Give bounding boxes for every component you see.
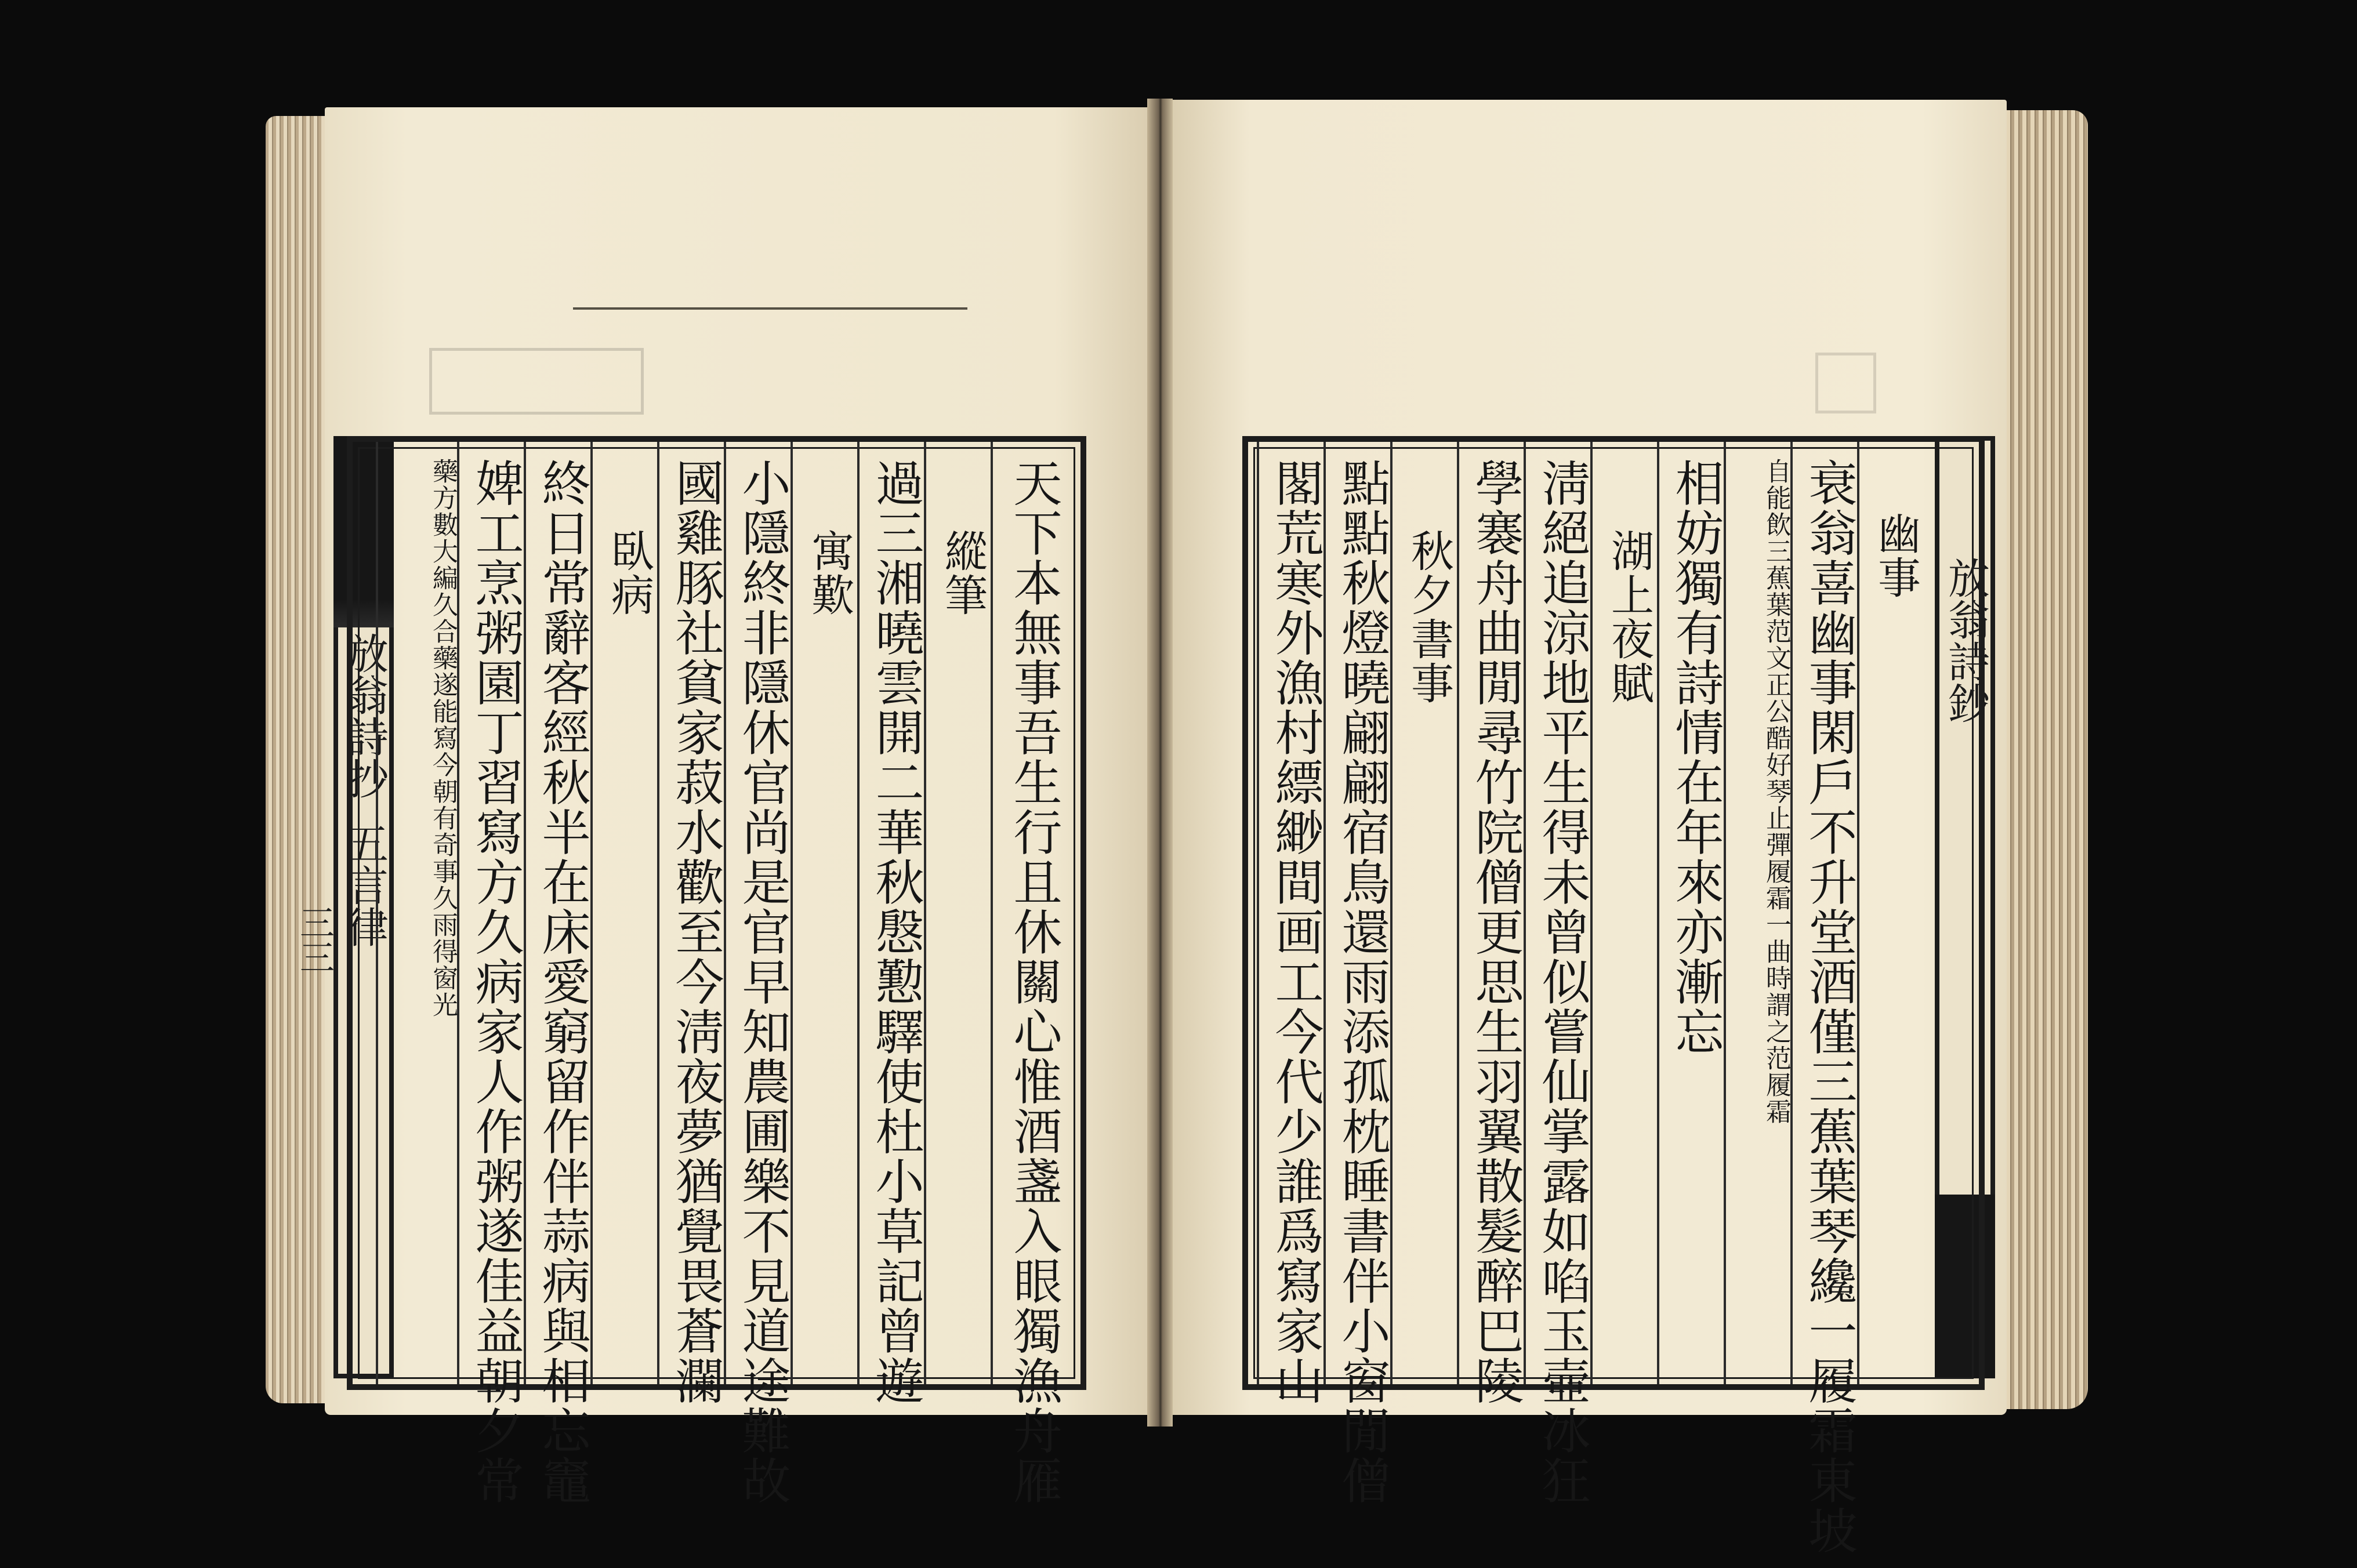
- left-banner-page-number: 三三: [294, 905, 335, 974]
- text-column-annotation: 自能飲三蕉葉范文正公酷好琴止彈履霜一曲時謂之范履霜: [1724, 442, 1790, 1384]
- poem-title: 秋夕書事: [1390, 442, 1457, 1384]
- right-text-frame: [1242, 436, 1985, 1555]
- text-column: 相妨獨有詩情在年來亦漸忘: [1657, 442, 1724, 1384]
- faded-seal-right: [1815, 353, 1876, 413]
- text-column: 點點秋燈曉翩翩宿鳥還雨添孤枕睡書伴小窗閒僧: [1323, 442, 1390, 1384]
- left-banner-section: 五言律: [340, 822, 389, 948]
- page-crease-left: [573, 307, 967, 310]
- text-column: 婢工烹粥園丁習寫方久病家人作粥遂佳益朝夕常: [457, 442, 524, 1384]
- text-column: 衰翁喜幽事閑戶不升堂酒僅三蕉葉琴纔一履霜東坡: [1790, 442, 1857, 1384]
- text-column: 天下本無事吾生行且休關心惟酒盞入眼獨漁舟雁: [991, 442, 1062, 1384]
- left-banner-title: 放翁詩抄: [340, 632, 389, 799]
- text-column: 淸絕追涼地平生得未曾似嘗仙掌露如啗玉壺冰狂: [1524, 442, 1590, 1384]
- right-page-edge-stack: [1995, 110, 2088, 1409]
- faded-seal-left: [429, 348, 644, 415]
- poem-title: 寓歎: [790, 442, 857, 1384]
- text-column: 小隱終非隱休官尚是官早知農圃樂不見道途難故: [724, 442, 790, 1384]
- text-column-annotation: 藥方數大編久合藥遂能寫今朝有奇事久雨得窗光: [376, 442, 457, 1384]
- poem-title: 幽事: [1857, 442, 1924, 1384]
- text-column: 過三湘曉雲開二華秋慇懃驛使杜小草記曾遊: [857, 442, 924, 1384]
- book-gutter: [1147, 99, 1173, 1427]
- right-banner-title: 放翁詩鈔: [1941, 557, 1990, 724]
- text-column: 國雞豚社貧家菽水歡至今淸夜夢猶覺畏蒼瀾: [657, 442, 724, 1384]
- text-column: 學褰舟曲閒尋竹院僧更思生羽翼散髮醉巴陵: [1457, 442, 1524, 1384]
- poem-title: 臥病: [590, 442, 657, 1384]
- text-column: 閣荒寒外漁村縹緲間画工今代少誰爲寫家山: [1257, 442, 1323, 1384]
- text-column: 終日常辭客經秋半在床愛窮留作伴蒜病與相忘竈: [524, 442, 590, 1384]
- poem-title: 縱筆: [924, 442, 991, 1384]
- left-text-frame: [347, 436, 1086, 1505]
- poem-title: 湖上夜賦: [1590, 442, 1657, 1384]
